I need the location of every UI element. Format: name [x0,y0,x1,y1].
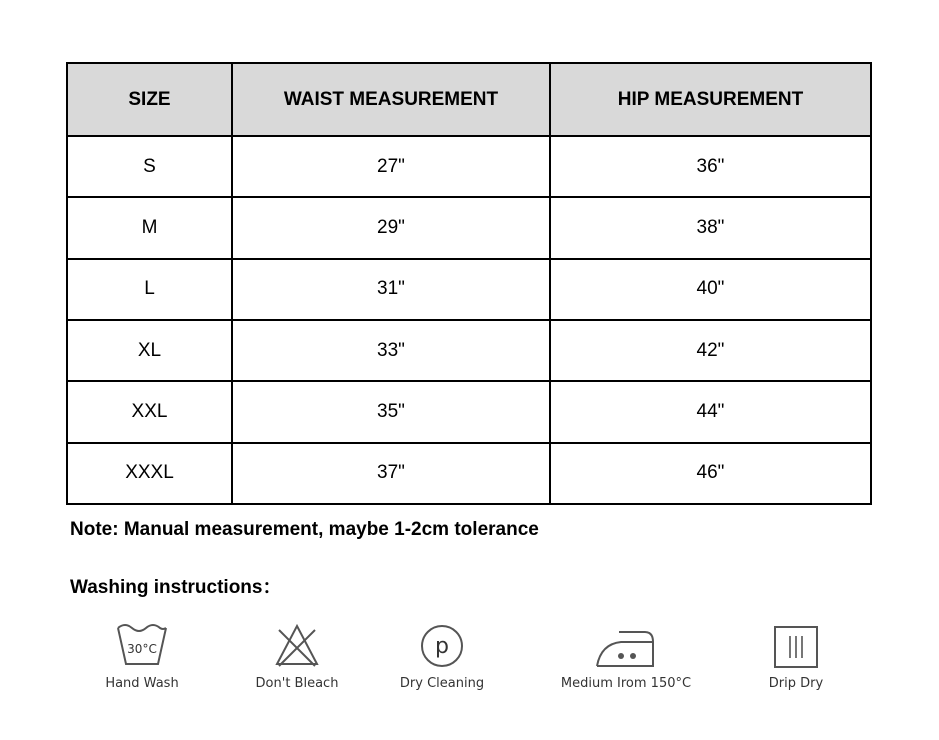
waist-cell: 35" [232,381,550,442]
hand-wash-icon [112,620,172,670]
size-cell: S [67,136,232,197]
table-row [67,197,871,258]
dry-cleaning-icon [412,620,472,670]
hand-wash-temperature: 30°C [127,642,157,656]
table-row [67,259,871,320]
care-item-dry-cleaning [357,620,527,691]
iron-medium-icon [591,620,661,670]
size-cell: XL [67,320,232,381]
waist-cell: 37" [232,443,550,504]
size-cell: XXL [67,381,232,442]
hip-cell: 40" [550,259,871,320]
washing-instructions-title: Washing instructions： [70,577,282,598]
size-chart-table [66,62,872,505]
hip-cell: 38" [550,197,871,258]
table-row [67,320,871,381]
table-row [67,381,871,442]
waist-column-header: WAIST MEASUREMENT [232,63,550,136]
hip-cell: 44" [550,381,871,442]
size-cell: L [67,259,232,320]
tolerance-note: Note: Manual measurement, maybe 1-2cm tolerance [70,519,539,540]
waist-cell: 31" [232,259,550,320]
hand-wash-label: Hand Wash [105,676,179,691]
hip-cell: 46" [550,443,871,504]
size-column-header: SIZE [67,63,232,136]
care-item-hand-wash [57,620,227,691]
waist-cell: 29" [232,197,550,258]
drip-dry-label: Drip Dry [768,676,824,691]
table-row [67,136,871,197]
table-header-row [67,63,871,136]
dry-cleaning-letter: p [435,634,449,659]
waist-cell: 33" [232,320,550,381]
no-bleach-icon [267,620,327,670]
hip-cell: 36" [550,136,871,197]
medium-iron-label: Medium Irom 150°C [560,676,692,691]
dont-bleach-label: Don't Bleach [255,676,339,691]
drip-dry-icon [766,620,826,670]
waist-cell: 27" [232,136,550,197]
size-cell: M [67,197,232,258]
hip-cell: 42" [550,320,871,381]
care-item-medium-iron [541,620,711,691]
dry-cleaning-label: Dry Cleaning [399,676,485,691]
size-cell: XXXL [67,443,232,504]
care-item-drip-dry [711,620,881,691]
hip-column-header: HIP MEASUREMENT [550,63,871,136]
table-row [67,443,871,504]
